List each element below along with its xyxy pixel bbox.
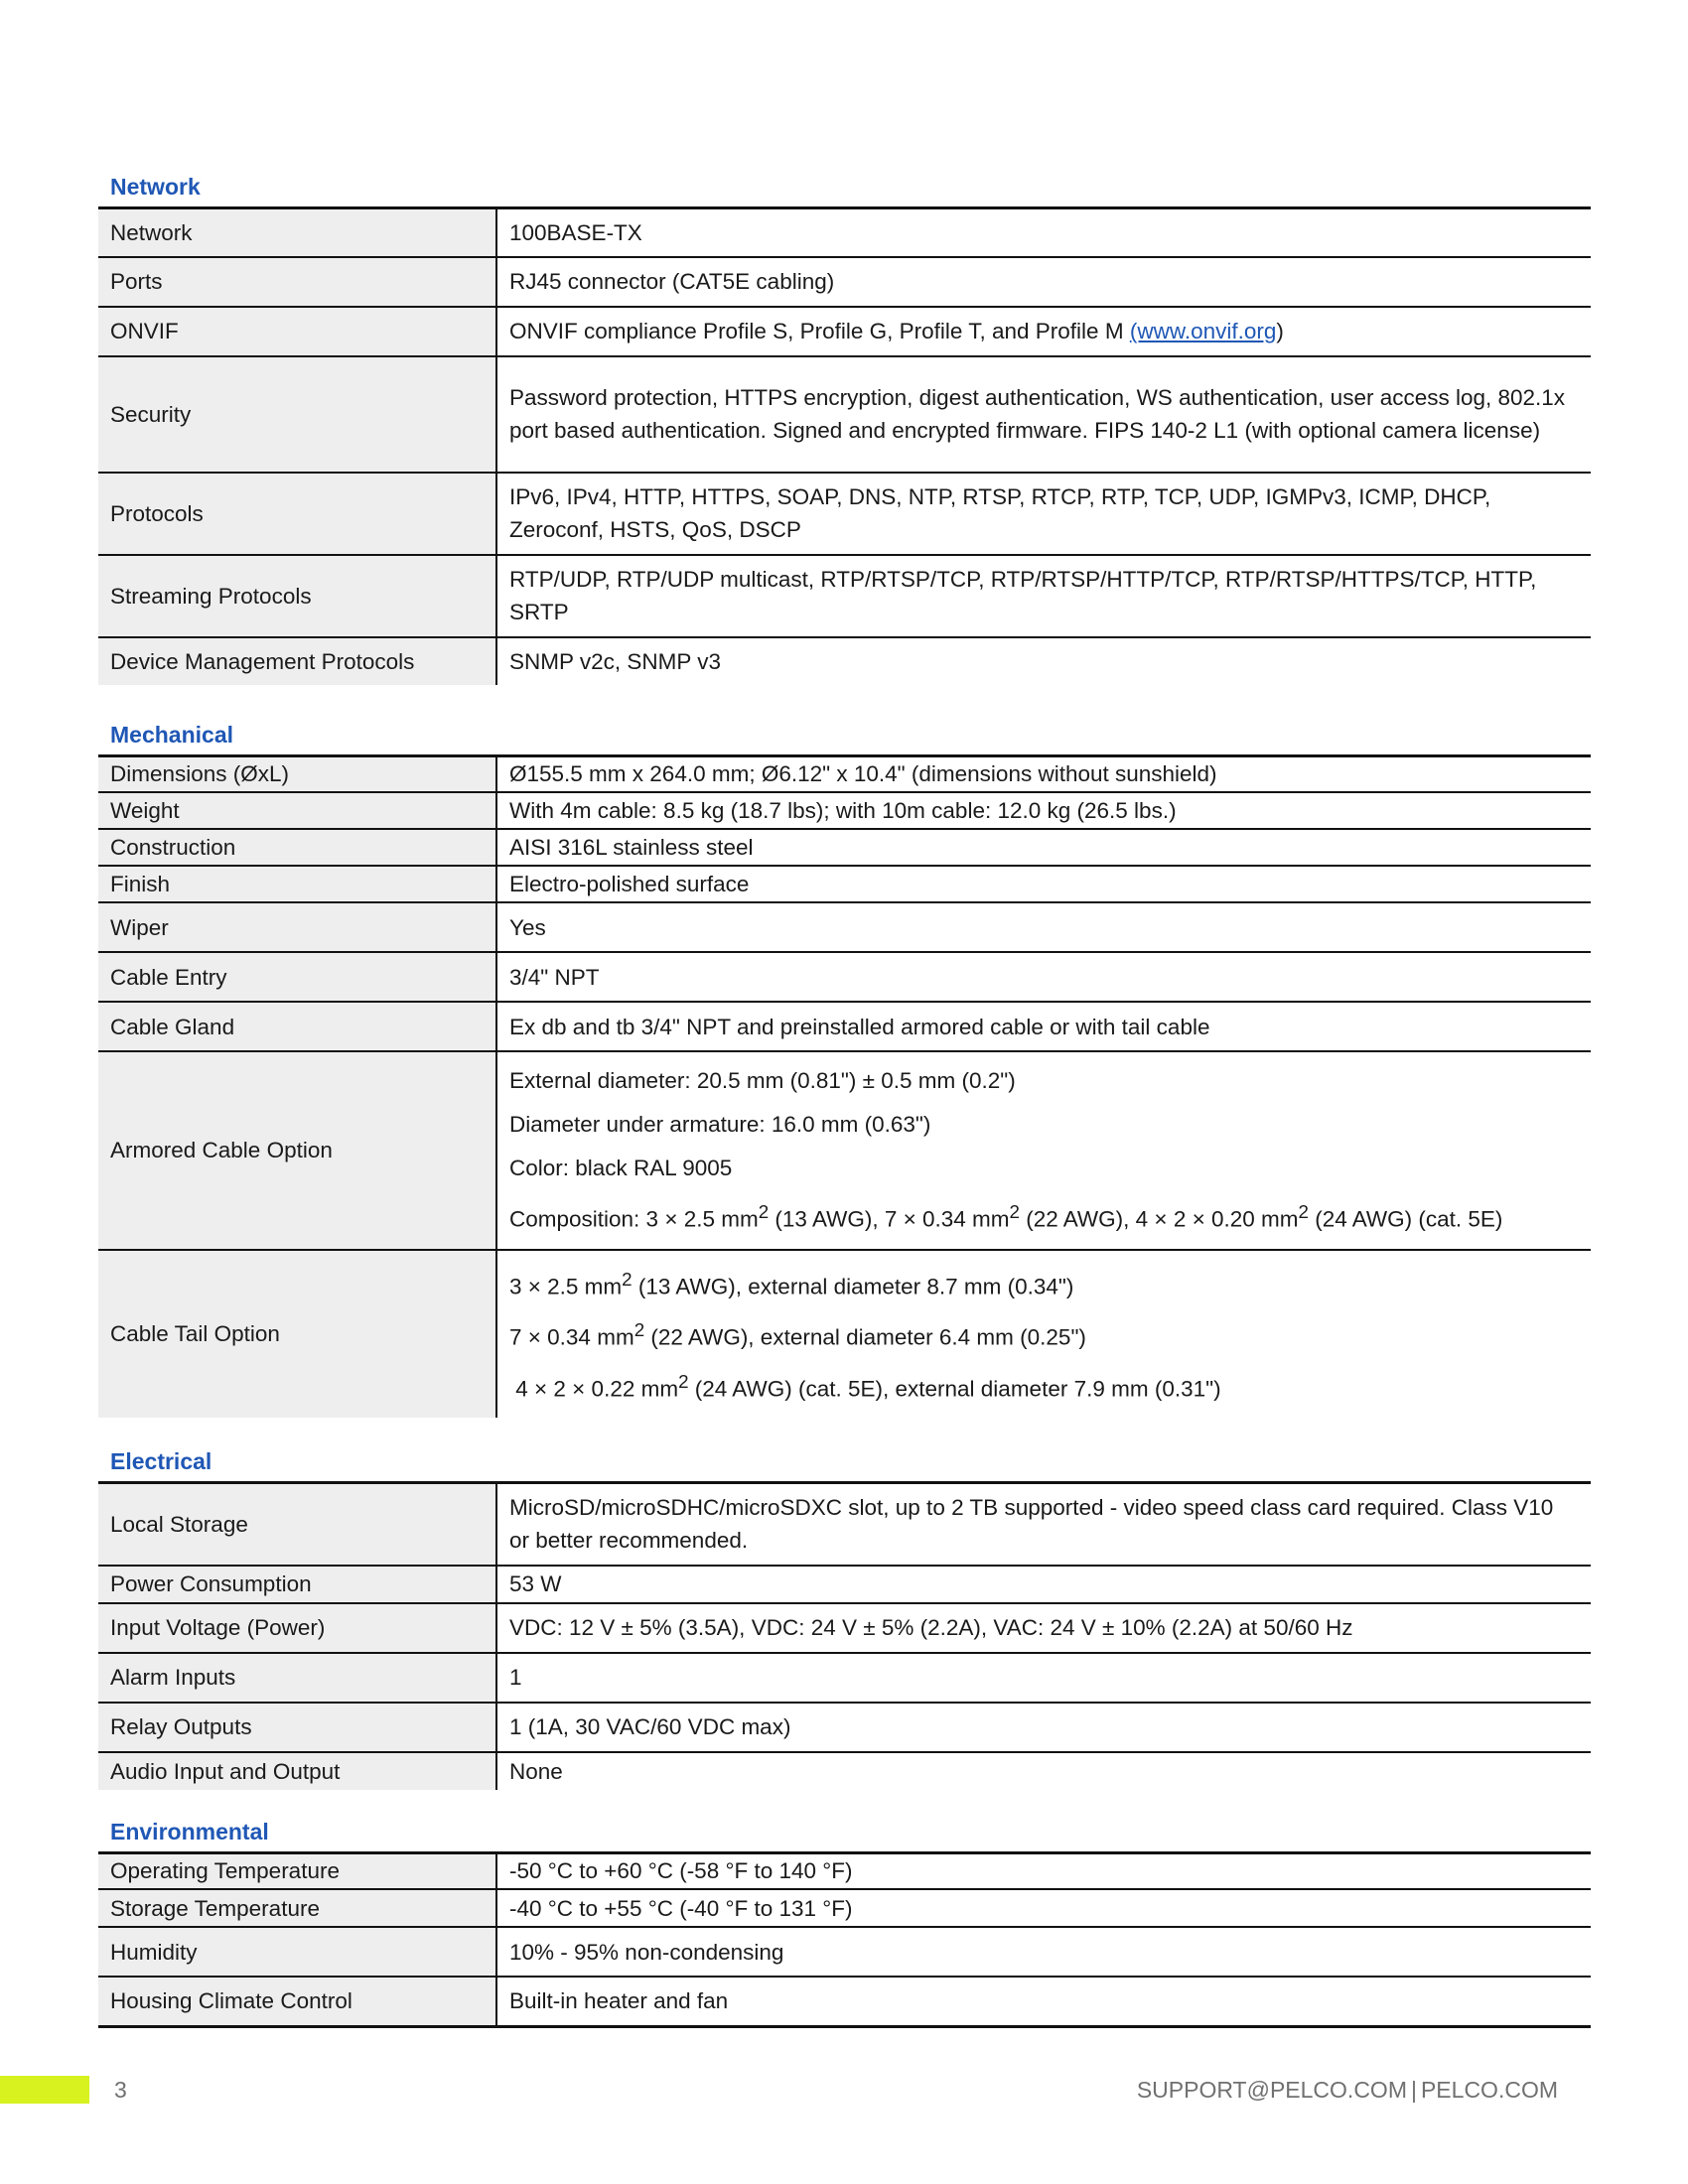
table-row xyxy=(98,1250,1591,1419)
onvif-suffix: ) xyxy=(1276,319,1284,343)
support-email-link[interactable]: SUPPORT@PELCO.COM xyxy=(1136,2077,1407,2103)
superscript: 2 xyxy=(622,1268,633,1290)
tail-line xyxy=(509,1360,1579,1412)
onvif-link[interactable]: (www.onvif.org xyxy=(1129,319,1277,343)
text-fragment: 3 × 2.5 mm xyxy=(509,1274,623,1298)
row-label: Cable Entry xyxy=(98,952,496,1002)
website-link[interactable]: PELCO.COM xyxy=(1420,2077,1558,2103)
section-title-electrical: Electrical xyxy=(110,1448,212,1474)
row-value: 100BASE-TX xyxy=(496,208,1591,257)
superscript: 2 xyxy=(633,1319,645,1340)
row-value xyxy=(496,307,1591,356)
spec-sheet xyxy=(98,167,1591,2028)
table-row xyxy=(98,902,1591,952)
section-title-environmental: Environmental xyxy=(110,1818,269,1844)
table-row xyxy=(98,792,1591,829)
text-fragment: (24 AWG) (cat. 5E) xyxy=(1308,1206,1503,1232)
row-value: MicroSD/microSDHC/microSDXC slot, up to 2 TB supported - video speed class card required. Class V10 or better recommended. xyxy=(496,1483,1591,1566)
superscript: 2 xyxy=(758,1201,770,1222)
row-value: 10% - 95% non-condensing xyxy=(496,1927,1591,1977)
footer-contact xyxy=(1137,2076,1558,2104)
armored-line: Diameter under armature: 16.0 mm (0.63") xyxy=(509,1112,931,1137)
row-label: Local Storage xyxy=(98,1483,496,1566)
table-row xyxy=(98,1653,1591,1703)
row-value: AISI 316L stainless steel xyxy=(496,829,1591,866)
table-row xyxy=(98,1051,1591,1250)
table-row xyxy=(98,1977,1591,2026)
row-label: ONVIF xyxy=(98,307,496,356)
row-value: RTP/UDP, RTP/UDP multicast, RTP/RTSP/TCP, RTP/RTSP/HTTP/TCP, RTP/RTSP/HTTPS/TCP, HTTP, SRTP xyxy=(496,555,1591,637)
mechanical-section xyxy=(98,715,1591,1419)
row-label: Construction xyxy=(98,829,496,866)
row-value xyxy=(496,1051,1591,1250)
row-label: Humidity xyxy=(98,1927,496,1977)
row-value: 3/4" NPT xyxy=(496,952,1591,1002)
table-row xyxy=(98,1852,1591,1889)
armored-line: Color: black RAL 9005 xyxy=(509,1156,733,1180)
row-label: Wiper xyxy=(98,902,496,952)
row-value: 53 W xyxy=(496,1566,1591,1603)
text-fragment: 4 × 2 × 0.22 mm xyxy=(509,1376,679,1401)
table-row xyxy=(98,356,1591,473)
table-row xyxy=(98,1889,1591,1927)
text-fragment: 7 × 0.34 mm xyxy=(509,1324,634,1350)
text-fragment: (13 AWG), 7 × 0.34 mm xyxy=(769,1206,1010,1232)
table-row xyxy=(98,1703,1591,1752)
row-value: VDC: 12 V ± 5% (3.5A), VDC: 24 V ± 5% (2.2A), VAC: 24 V ± 10% (2.2A) at 50/60 Hz xyxy=(496,1603,1591,1653)
text-fragment: (22 AWG), 4 × 2 × 0.20 mm xyxy=(1019,1206,1299,1232)
row-label: Power Consumption xyxy=(98,1566,496,1603)
section-title-network: Network xyxy=(110,174,201,200)
table-row xyxy=(98,637,1591,685)
table-row xyxy=(98,1603,1591,1653)
row-label: Operating Temperature xyxy=(98,1852,496,1889)
text-fragment: (22 AWG), external diameter 6.4 mm (0.25") xyxy=(644,1324,1086,1350)
row-value: Electro-polished surface xyxy=(496,866,1591,902)
superscript: 2 xyxy=(1009,1201,1020,1222)
environmental-section xyxy=(98,1812,1591,2028)
tail-line xyxy=(509,1308,1579,1360)
table-row xyxy=(98,1566,1591,1603)
table-row xyxy=(98,1927,1591,1977)
table-row xyxy=(98,473,1591,555)
row-value: SNMP v2c, SNMP v3 xyxy=(509,648,721,674)
row-label: Finish xyxy=(98,866,496,902)
row-value: -40 °C to +55 °C (-40 °F to 131 °F) xyxy=(496,1889,1591,1927)
footer-separator: | xyxy=(1410,2077,1417,2103)
row-label: Housing Climate Control xyxy=(98,1977,496,2026)
armored-line xyxy=(509,1190,1579,1242)
row-value xyxy=(496,1250,1591,1419)
row-label: Relay Outputs xyxy=(98,1703,496,1752)
row-label: Streaming Protocols xyxy=(98,555,496,637)
table-row xyxy=(98,555,1591,637)
row-value: 1 (1A, 30 VAC/60 VDC max) xyxy=(496,1703,1591,1752)
row-label: Cable Gland xyxy=(98,1002,496,1051)
row-value: With 4m cable: 8.5 kg (18.7 lbs); with 10m cable: 12.0 kg (26.5 lbs.) xyxy=(496,792,1591,829)
row-value: -50 °C to +60 °C (-58 °F to 140 °F) xyxy=(496,1852,1591,1889)
superscript: 2 xyxy=(678,1370,689,1392)
row-value: 1 xyxy=(496,1653,1591,1703)
text-fragment: (24 AWG) (cat. 5E), external diameter 7.9 mm (0.31") xyxy=(688,1376,1221,1401)
row-label: Armored Cable Option xyxy=(98,1051,496,1250)
row-label: Network xyxy=(98,208,496,257)
row-label: Cable Tail Option xyxy=(98,1250,496,1419)
row-value: None xyxy=(509,1758,563,1784)
table-row xyxy=(98,1002,1591,1051)
network-section xyxy=(98,167,1591,685)
row-label: Device Management Protocols xyxy=(98,637,496,685)
environmental-table xyxy=(98,1851,1591,2028)
armored-line: External diameter: 20.5 mm (0.81") ± 0.5 mm (0.2") xyxy=(509,1068,1016,1093)
row-value: Ø155.5 mm x 264.0 mm; Ø6.12" x 10.4" (dimensions without sunshield) xyxy=(496,755,1591,792)
network-table xyxy=(98,206,1591,685)
electrical-section xyxy=(98,1441,1591,1790)
table-row xyxy=(98,307,1591,356)
table-row xyxy=(98,755,1591,792)
section-title-mechanical: Mechanical xyxy=(110,721,233,748)
table-row xyxy=(98,866,1591,902)
footer-accent-bar xyxy=(0,2076,89,2104)
row-value: Built-in heater and fan xyxy=(496,1977,1591,2026)
row-label: Security xyxy=(98,356,496,473)
table-row xyxy=(98,1752,1591,1790)
text-fragment: (13 AWG), external diameter 8.7 mm (0.34") xyxy=(632,1274,1074,1298)
tail-line xyxy=(509,1258,1579,1309)
row-label: Ports xyxy=(98,257,496,307)
row-value: Yes xyxy=(496,902,1591,952)
row-value: RJ45 connector (CAT5E cabling) xyxy=(496,257,1591,307)
onvif-text: ONVIF compliance Profile S, Profile G, Profile T, and Profile M xyxy=(509,319,1124,343)
row-label: Protocols xyxy=(98,473,496,555)
row-label: Alarm Inputs xyxy=(98,1653,496,1703)
row-value: Password protection, HTTPS encryption, digest authentication, WS authentication, user access log, 802.1x port based authentication. Signed and encrypted firmware. FIPS 140-2 L1 (with optional camera license) xyxy=(496,356,1591,473)
row-value: IPv6, IPv4, HTTP, HTTPS, SOAP, DNS, NTP, RTSP, RTCP, RTP, TCP, UDP, IGMPv3, ICMP, DHCP, Zeroconf, HSTS, QoS, DSCP xyxy=(496,473,1591,555)
text-fragment: Composition: 3 × 2.5 mm xyxy=(509,1206,759,1232)
row-label: Storage Temperature xyxy=(98,1889,496,1927)
superscript: 2 xyxy=(1298,1201,1309,1222)
table-row xyxy=(98,208,1591,257)
page-number: 3 xyxy=(114,2077,127,2103)
row-label: Input Voltage (Power) xyxy=(98,1603,496,1653)
row-label: Dimensions (ØxL) xyxy=(98,755,496,792)
table-row xyxy=(98,952,1591,1002)
row-label: Weight xyxy=(98,792,496,829)
table-row xyxy=(98,829,1591,866)
table-row xyxy=(98,1483,1591,1566)
row-value: Ex db and tb 3/4" NPT and preinstalled armored cable or with tail cable xyxy=(496,1002,1591,1051)
mechanical-table xyxy=(98,754,1591,1419)
table-row xyxy=(98,257,1591,307)
electrical-table xyxy=(98,1481,1591,1790)
row-label: Audio Input and Output xyxy=(98,1752,496,1790)
